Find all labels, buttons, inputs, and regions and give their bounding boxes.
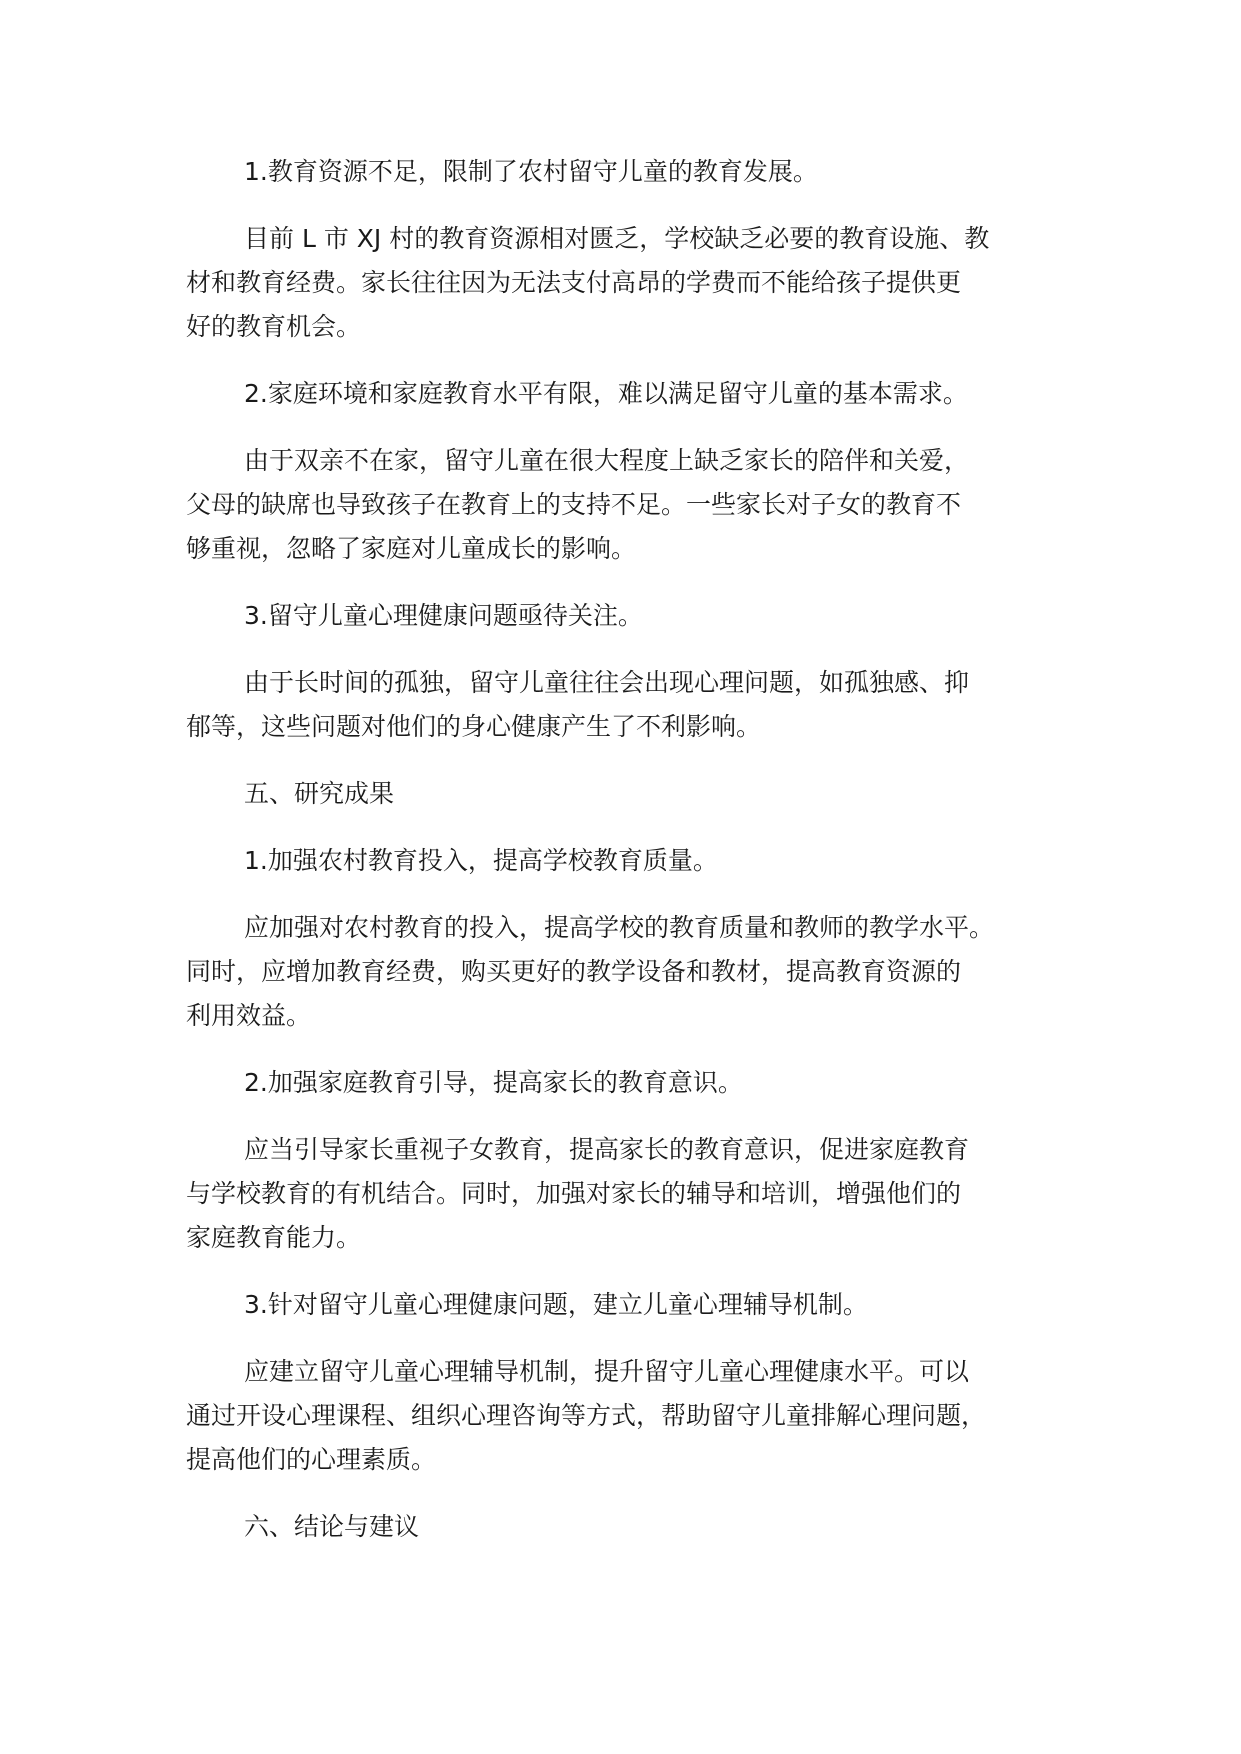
paragraph-line [186,1172,1086,1216]
paragraph-line [186,372,1086,416]
paragraph-line [186,1061,1086,1105]
paragraph-line [186,994,1086,1038]
paragraph [186,439,1086,571]
paragraph [186,1505,1086,1549]
paragraph [186,150,1086,194]
line-text: 六、结论与建议 [244,1512,420,1541]
paragraph [186,1350,1086,1482]
paragraph-line [186,305,1086,349]
paragraph-line [186,1505,1086,1549]
paragraph [186,772,1086,816]
paragraph-line [186,839,1086,883]
paragraph [186,594,1086,638]
paragraph [186,1283,1086,1327]
line-text: 由于双亲不在家，留守儿童在很大程度上缺乏家长的陪伴和关爱， [244,446,970,475]
line-text: 1.加强农村教育投入，提高学校教育质量。 [244,846,718,875]
paragraph [186,661,1086,749]
line-text: 够重视，忽略了家庭对儿童成长的影响。 [186,534,637,563]
line-text: 五、研究成果 [244,779,395,808]
paragraph-line [186,950,1086,994]
line-text: 3.针对留守儿童心理健康问题，建立儿童心理辅导机制。 [244,1290,868,1319]
line-text: 通过开设心理课程、组织心理咨询等方式，帮助留守儿童排解心理问题， [186,1401,987,1430]
paragraph [186,372,1086,416]
paragraph [186,906,1086,1038]
paragraph-line [186,1394,1086,1438]
paragraph-line [186,217,1086,261]
paragraph-line [186,772,1086,816]
document-body [186,150,1086,1572]
paragraph-line [186,1350,1086,1394]
line-text: 好的教育机会。 [186,312,362,341]
paragraph-line [186,594,1086,638]
paragraph [186,217,1086,349]
line-text: 材和教育经费。家长往往因为无法支付高昂的学费而不能给孩子提供更 [186,268,962,297]
paragraph [186,1128,1086,1260]
line-text: 父母的缺席也导致孩子在教育上的支持不足。一些家长对子女的教育不 [186,490,962,519]
paragraph-line [186,1128,1086,1172]
paragraph-line [186,483,1086,527]
paragraph-line [186,439,1086,483]
paragraph-line [186,906,1086,950]
line-text: 同时，应增加教育经费，购买更好的教学设备和教材，提高教育资源的 [186,957,962,986]
line-text: 由于长时间的孤独，留守儿童往往会出现心理问题，如孤独感、抑 [244,668,970,697]
line-text: 应加强对农村教育的投入，提高学校的教育质量和教师的教学水平。 [244,913,995,942]
line-text: 应当引导家长重视子女教育，提高家长的教育意识，促进家庭教育 [244,1135,970,1164]
line-text: 目前 L 市 XJ 村的教育资源相对匮乏，学校缺乏必要的教育设施、教 [244,224,990,253]
paragraph-line [186,705,1086,749]
paragraph-line [186,527,1086,571]
paragraph-line [186,1216,1086,1260]
line-text: 郁等，这些问题对他们的身心健康产生了不利影响。 [186,712,762,741]
line-text: 2.家庭环境和家庭教育水平有限，难以满足留守儿童的基本需求。 [244,379,968,408]
paragraph [186,1061,1086,1105]
paragraph-line [186,150,1086,194]
paragraph-line [186,661,1086,705]
line-text: 利用效益。 [186,1001,312,1030]
paragraph-line [186,1283,1086,1327]
line-text: 2.加强家庭教育引导，提高家长的教育意识。 [244,1068,743,1097]
paragraph-line [186,1438,1086,1482]
line-text: 3.留守儿童心理健康问题亟待关注。 [244,601,643,630]
paragraph-line [186,261,1086,305]
line-text: 提高他们的心理素质。 [186,1445,437,1474]
line-text: 与学校教育的有机结合。同时，加强对家长的辅导和培训，增强他们的 [186,1179,962,1208]
line-text: 应建立留守儿童心理辅导机制，提升留守儿童心理健康水平。可以 [244,1357,970,1386]
line-text: 家庭教育能力。 [186,1223,362,1252]
line-text: 1.教育资源不足，限制了农村留守儿童的教育发展。 [244,157,818,186]
paragraph [186,839,1086,883]
